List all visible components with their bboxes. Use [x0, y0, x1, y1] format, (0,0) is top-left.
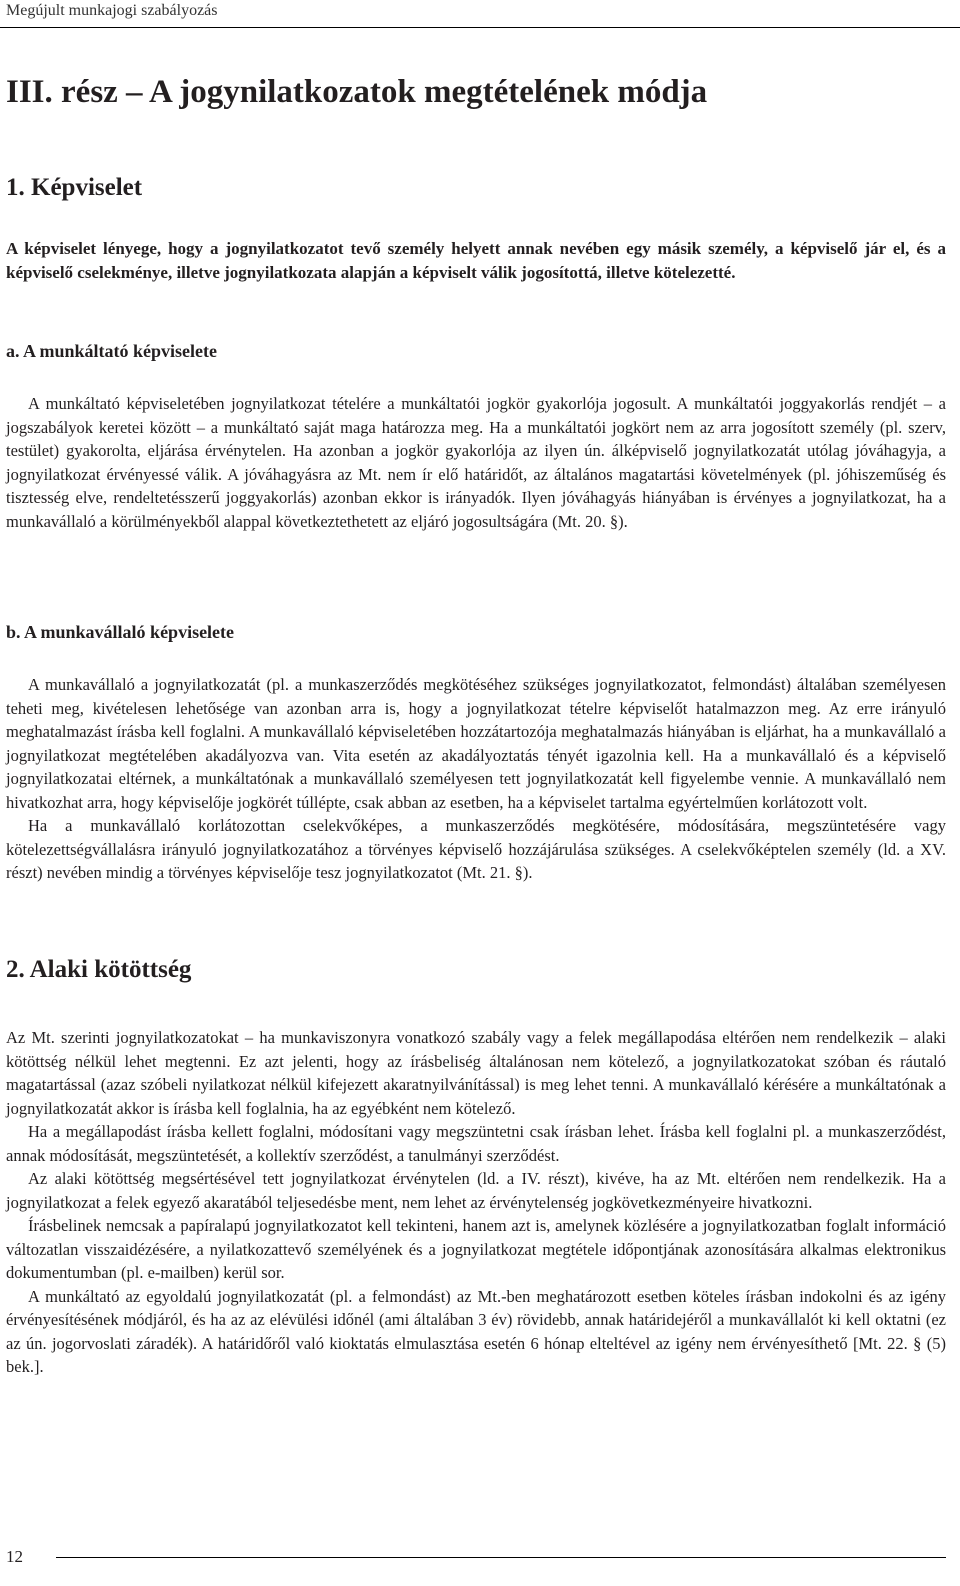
section-2-body — [6, 1026, 946, 1379]
paragraph: A munkáltató képviseletében jognyilatkozat tételére a munkáltatói jogkör gyakorlója jogosult. A munkáltatói joggyakorlás rendjét – a jogszabályok keretei között – a munkáltató saját maga határozza meg. Ha a munkáltatói jogkört nem az arra jogosított személy (pl. szerv, testület) gyakorolta, eljárása érvénytelen. Ha azonban a jogkör gyakorlója az ilyen ún. álképviselő jognyilatkozatát utólag jóváhagyja, a jognyilatkozat érvényessé válik. A jóváhagyásra az Mt. nem ír elő határidőt, az általános magatartási követelmények (pl. jóhiszeműség és tisztesség elve, rendeltetésszerű joggyakorlás) azonban ekkor is irányadók. Ilyen jóváhagyás hiányában is érvényes a jognyilatkozat, ha a munkavállaló a körülményekből alappal következtethetett az eljáró jogosultságára (Mt. 20. §). — [6, 394, 946, 531]
section-2-title: 2. Alaki kötöttség — [6, 956, 192, 983]
part-title: III. rész – A jogynilatkozatok megtételének módja — [6, 74, 708, 110]
footer-rule — [56, 1557, 946, 1558]
paragraph: Ha a megállapodást írásba kellett foglalni, módosítani vagy megszüntetni csak írásban lehet. Írásba kell foglalni pl. a munkaszerződést, annak módosítását, megszüntetését, a kollektív szerződést, a tanulmányi szerződést. — [6, 1122, 946, 1165]
paragraph: A munkavállaló a jognyilatkozatát (pl. a munkaszerződés megkötéséhez szükséges jognyilatkozatot, felmondást) általában személyesen teheti meg, kivételesen lehetősége van azonban arra is, hogy a jognyilatkozat tételre képviselőt hatalmazzon meg. Az erre irányuló meghatalmazást írásba kell foglalni. A munkavállaló képviseletében hozzátartozója meghatalmazás hiányában is eljárhat, ha a munkavállaló a jognyilatkozat megtételében akadályozva van. Vita esetén az akadályoztatás tényét igazolnia kell. Ha a munkavállaló és a képviselő jognyilatkozatai eltérnek, a munkáltatónak a munkavállaló személyesen tett jognyilatkozatát kell figyelembe vennie. A munkavállaló nem hivatkozhat arra, hogy képviselője jogkörét túllépte, csak abban az esetben, ha a képviselet tartalma egyértelműen korlátozott volt. — [6, 675, 946, 812]
running-head: Megújult munkajogi szabályozás — [6, 2, 218, 19]
subsection-a-title: a. A munkáltató képviselete — [6, 341, 218, 361]
paragraph: Az Mt. szerinti jognyilatkozatokat – ha munkaviszonyra vonatkozó szabály vagy a felek megállapodása eltérően nem rendelkezik – alaki kötöttség nélkül lehet megtenni. Ez azt jelenti, hogy az írásbeliség általánosan nem kötelező, a jognyilatkozatokat szóban és ráutaló magatartással (azaz szóbeli nyilatkozat nélkül kifejezett akaratnyilvánítással) is meg lehet tenni. A munkavállaló kérésére a munkáltatónak a jognyilatkozatát akkor is írásba kell foglalnia, ha az egyébként nem kötelező. — [6, 1028, 946, 1118]
paragraph: A munkáltató az egyoldalú jognyilatkozatát (pl. a felmondást) az Mt.-ben meghatározott esetben köteles írásban indokolni és az igény érvényesítésének módjáról, és ha az az elévülési időnél (ami általában 3 év) rövidebb, annak határidejéről a munkavállalót ki kell oktatni (ez az ún. jogorvoslati záradék). A határidőről való kioktatás elmulasztása esetén 6 hónap elteltével az igény nem érvényesíthető [Mt. 22. § (5) bek.]. — [6, 1286, 946, 1376]
section-1-intro: A képviselet lényege, hogy a jognyilatkozatot tevő személy helyett annak nevében egy másik személy, a képviselő jár el, és a képviselő cselekménye, illetve jognyilatkozata alapján a képviselt válik jogosítottá, illetve kötelezetté. — [6, 239, 946, 282]
subsection-b-body — [6, 673, 946, 885]
page-number: 12 — [6, 1547, 23, 1566]
paragraph: Írásbelinek nemcsak a papíralapú jognyilatkozatot kell tekinteni, hanem azt is, amelynek közlésére a jognyilatkozatban foglalt információ változatlan visszaidézésére, a nyilatkozattevő személyének és a jognyilatkozat megtétele időpontjának azonosítására alkalmas elektronikus dokumentumban (pl. e-mailben) kerül sor. — [6, 1216, 946, 1282]
paragraph: Az alaki kötöttség megsértésével tett jognyilatkozat érvénytelen (ld. a IV. részt), kivéve, ha az Mt. eltérően nem rendelkezik. Ha a jognyilatkozat a felek egyező akaratából teljesedésbe ment, nem lehet az érvénytelenség jogkövetkezményeire hivatkozni. — [6, 1169, 946, 1212]
paragraph: Ha a munkavállaló korlátozottan cselekvőképes, a munkaszerződés megkötésére, módosítására, megszüntetésére vagy kötelezettségvállalásra irányuló jognyilatkozatához a törvényes képviselő hozzájárulása szükséges. A cselekvőképtelen személy (ld. a XV. részt) nevében mindig a törvényes képviselője tesz jognyilatkozatot (Mt. 21. §). — [6, 816, 946, 882]
subsection-a-body — [6, 392, 946, 533]
header-rule — [0, 27, 960, 28]
section-1-title: 1. Képviselet — [6, 174, 143, 201]
subsection-b-title: b. A munkavállaló képviselete — [6, 622, 235, 642]
